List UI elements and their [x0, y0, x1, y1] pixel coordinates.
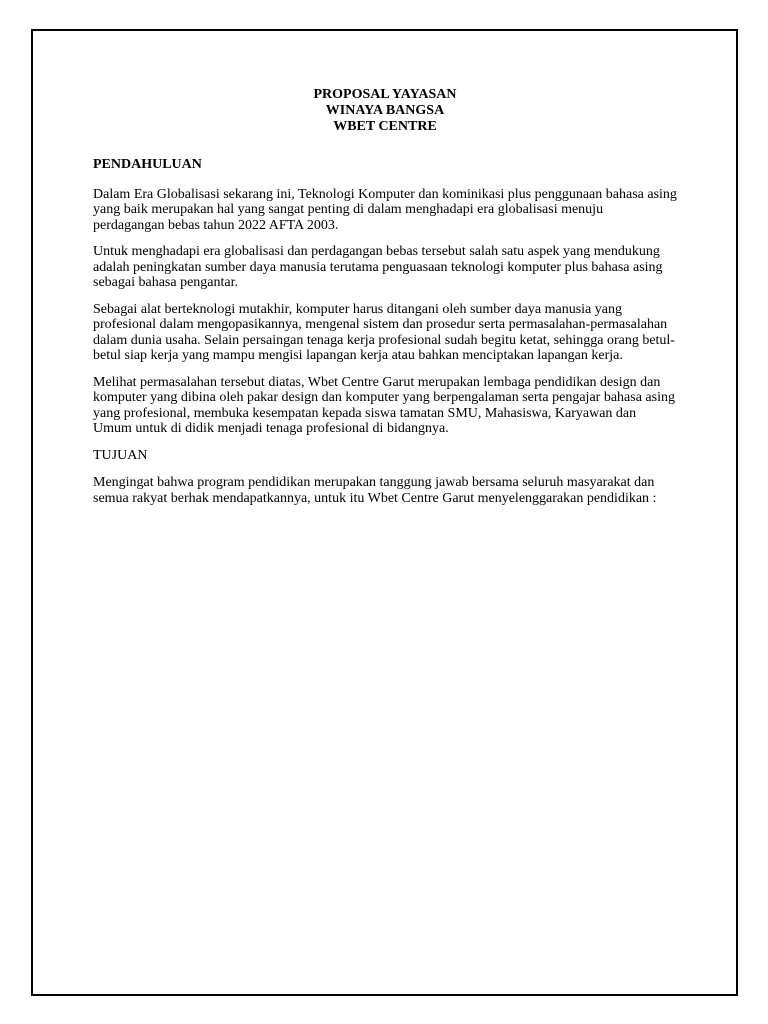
paragraph: Mengingat bahwa program pendidikan merupakan tanggung jawab bersama seluruh masyarakat dan semua rakyat berhak mendapatkannya, untuk itu Wbet Centre Garut menyelenggarakan pendidikan :: [93, 475, 657, 506]
document-title: [93, 87, 677, 135]
title-line: PROPOSAL YAYASAN: [313, 87, 457, 102]
section-heading-pendahuluan: PENDAHULUAN: [93, 157, 202, 172]
paragraph: Dalam Era Globalisasi sekarang ini, Teknologi Komputer dan kominikasi plus penggunaan bahasa asing yang baik merupakan hal yang sangat penting di dalam menghadapi era globalisasi menuju perdagangan bebas tahun 2022 AFTA 2003.: [93, 186, 677, 233]
section-heading-tujuan: TUJUAN: [93, 447, 148, 463]
paragraph: Untuk menghadapi era globalisasi dan perdagangan bebas tersebut salah satu aspek yang mendukung adalah peningkatan sumber daya manusia terutama penguasaan teknologi komputer plus bahasa asing sebagai bahasa pengantar.: [93, 244, 663, 290]
title-line: WINAYA BANGSA: [325, 103, 445, 118]
title-line: WBET CENTRE: [333, 119, 437, 134]
paragraph: Sebagai alat berteknologi mutakhir, komputer harus ditangani oleh sumber daya manusia yang profesional dalam mengopasikannya, mengenal sistem dan prosedur serta permasalahan-permasalahan dalam dunia usaha. Selain persaingan tenaga kerja profesional sudah begitu ketat, sehingga orang betul-betul siap kerja yang mampu mengisi lapangan kerja atau bahkan menciptakan lapangan kerja.: [93, 301, 675, 363]
paragraph: Melihat permasalahan tersebut diatas, Wbet Centre Garut merupakan lembaga pendidikan design dan komputer yang dibina oleh pakar design dan komputer yang berpengalaman serta pengajar bahasa asing yang profesional, membuka kesempatan kepada siswa tamatan SMU, Mahasiswa, Karyawan dan Umum untuk di didik menjadi tenaga profesional di bidangnya.: [93, 374, 675, 436]
document-body: [93, 87, 677, 517]
